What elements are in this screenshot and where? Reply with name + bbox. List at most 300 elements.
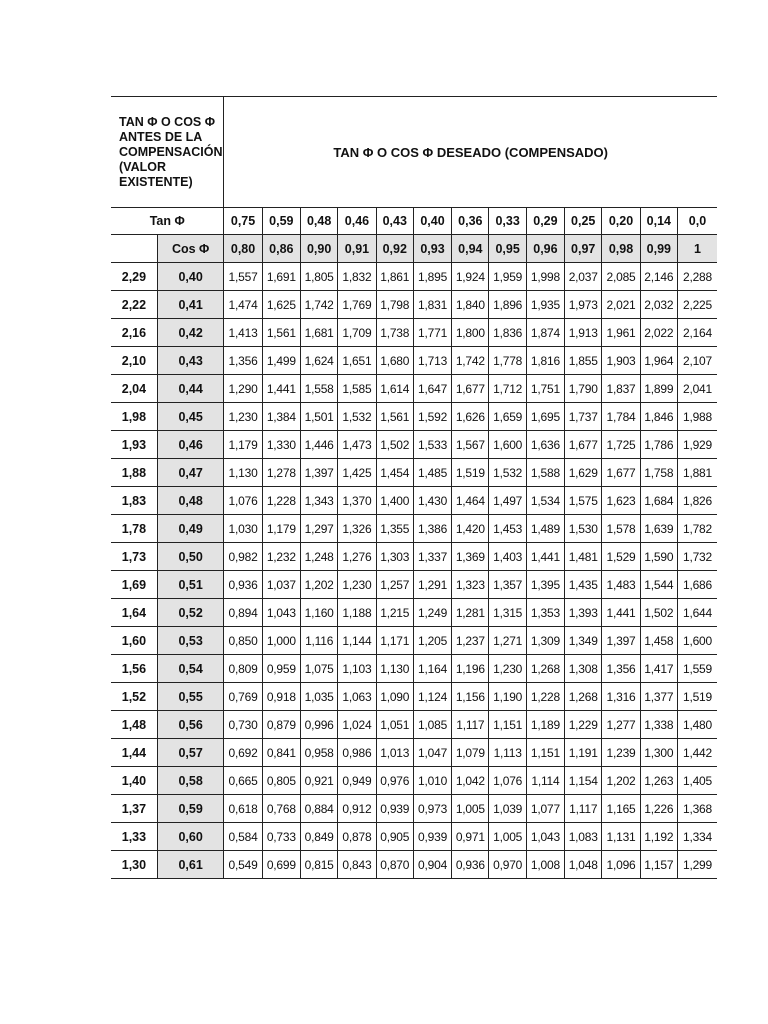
factor-cell: 1,561 [262, 319, 300, 347]
existing-tan-cell: 2,04 [111, 375, 157, 403]
factor-cell: 1,805 [301, 263, 338, 291]
factor-cell: 1,680 [376, 347, 413, 375]
tan-label: Tan Φ [111, 208, 224, 235]
target-cos-cell: 0,94 [452, 235, 489, 263]
existing-cos-cell: 0,55 [157, 683, 224, 711]
factor-cell: 1,268 [526, 655, 564, 683]
factor-cell: 1,561 [376, 403, 413, 431]
factor-cell: 1,903 [602, 347, 640, 375]
factor-cell: 1,191 [565, 739, 602, 767]
factor-cell: 1,230 [489, 655, 526, 683]
table-row [111, 711, 717, 739]
factor-cell: 1,588 [526, 459, 564, 487]
factor-cell: 1,202 [602, 767, 640, 795]
factor-cell: 1,239 [602, 739, 640, 767]
factor-cell: 1,196 [452, 655, 489, 683]
factor-cell: 1,832 [338, 263, 376, 291]
factor-cell: 1,501 [301, 403, 338, 431]
factor-cell: 1,079 [452, 739, 489, 767]
factor-cell: 1,005 [452, 795, 489, 823]
existing-tan-cell: 1,37 [111, 795, 157, 823]
existing-cos-cell: 0,51 [157, 571, 224, 599]
existing-cos-cell: 0,46 [157, 431, 224, 459]
factor-cell: 1,532 [489, 459, 526, 487]
header-left-line: COMPENSACIÓN [119, 144, 223, 159]
factor-cell: 0,912 [338, 795, 376, 823]
factor-cell: 1,959 [489, 263, 526, 291]
factor-cell: 1,454 [376, 459, 413, 487]
table-row [111, 655, 717, 683]
table-row [111, 487, 717, 515]
factor-cell: 1,837 [602, 375, 640, 403]
factor-cell: 1,790 [565, 375, 602, 403]
target-tan-cell: 0,29 [526, 208, 564, 235]
factor-cell: 1,131 [602, 823, 640, 851]
existing-cos-cell: 0,54 [157, 655, 224, 683]
table-row [111, 683, 717, 711]
factor-cell: 1,695 [526, 403, 564, 431]
factor-cell: 0,692 [224, 739, 262, 767]
factor-cell: 1,489 [526, 515, 564, 543]
factor-cell: 1,355 [376, 515, 413, 543]
target-cos-cell: 0,95 [489, 235, 526, 263]
factor-cell: 1,323 [452, 571, 489, 599]
factor-cell: 1,205 [413, 627, 451, 655]
factor-cell: 1,659 [489, 403, 526, 431]
factor-cell: 1,532 [338, 403, 376, 431]
existing-cos-cell: 0,56 [157, 711, 224, 739]
factor-cell: 1,481 [565, 543, 602, 571]
factor-cell: 1,831 [413, 291, 451, 319]
existing-tan-cell: 2,29 [111, 263, 157, 291]
factor-cell: 0,549 [224, 851, 262, 879]
factor-cell: 1,076 [489, 767, 526, 795]
header-left-line: EXISTENTE) [119, 174, 193, 189]
existing-tan-cell: 2,22 [111, 291, 157, 319]
factor-cell: 2,225 [677, 291, 717, 319]
factor-cell: 1,226 [640, 795, 677, 823]
factor-cell: 1,230 [224, 403, 262, 431]
factor-cell: 1,249 [413, 599, 451, 627]
factor-cell: 1,624 [301, 347, 338, 375]
factor-cell: 1,784 [602, 403, 640, 431]
factor-cell: 1,639 [640, 515, 677, 543]
factor-cell: 1,769 [338, 291, 376, 319]
factor-cell: 1,474 [224, 291, 262, 319]
existing-cos-cell: 0,57 [157, 739, 224, 767]
factor-cell: 1,430 [413, 487, 451, 515]
factor-cell: 1,435 [565, 571, 602, 599]
factor-cell: 0,996 [301, 711, 338, 739]
factor-cell: 1,353 [526, 599, 564, 627]
factor-cell: 1,330 [262, 431, 300, 459]
factor-cell: 1,343 [301, 487, 338, 515]
target-cos-cell: 0,92 [376, 235, 413, 263]
factor-cell: 1,712 [489, 375, 526, 403]
existing-tan-cell: 1,52 [111, 683, 157, 711]
factor-cell: 1,076 [224, 487, 262, 515]
factor-cell: 2,107 [677, 347, 717, 375]
factor-cell: 1,010 [413, 767, 451, 795]
table-row [111, 627, 717, 655]
factor-cell: 1,800 [452, 319, 489, 347]
factor-cell: 1,530 [565, 515, 602, 543]
factor-cell: 1,798 [376, 291, 413, 319]
cos-label: Cos Φ [157, 235, 224, 263]
existing-cos-cell: 0,53 [157, 627, 224, 655]
factor-cell: 1,164 [413, 655, 451, 683]
existing-tan-cell: 1,30 [111, 851, 157, 879]
existing-cos-cell: 0,52 [157, 599, 224, 627]
factor-cell: 1,257 [376, 571, 413, 599]
factor-cell: 1,497 [489, 487, 526, 515]
factor-cell: 1,085 [413, 711, 451, 739]
factor-cell: 1,397 [602, 627, 640, 655]
factor-cell: 1,189 [526, 711, 564, 739]
factor-cell: 1,758 [640, 459, 677, 487]
factor-cell: 1,502 [376, 431, 413, 459]
factor-cell: 0,769 [224, 683, 262, 711]
factor-cell: 2,164 [677, 319, 717, 347]
table-row [111, 767, 717, 795]
factor-cell: 0,805 [262, 767, 300, 795]
factor-cell: 1,117 [565, 795, 602, 823]
factor-cell: 1,534 [526, 487, 564, 515]
factor-cell: 2,146 [640, 263, 677, 291]
factor-cell: 1,334 [677, 823, 717, 851]
target-cos-row [111, 235, 717, 263]
factor-cell: 1,048 [565, 851, 602, 879]
factor-cell: 1,116 [301, 627, 338, 655]
factor-cell: 1,998 [526, 263, 564, 291]
factor-cell: 1,039 [489, 795, 526, 823]
factor-cell: 1,356 [224, 347, 262, 375]
factor-cell: 1,826 [677, 487, 717, 515]
factor-cell: 1,156 [452, 683, 489, 711]
table-row [111, 739, 717, 767]
factor-cell: 1,684 [640, 487, 677, 515]
existing-cos-cell: 0,47 [157, 459, 224, 487]
factor-cell: 1,263 [640, 767, 677, 795]
existing-cos-cell: 0,58 [157, 767, 224, 795]
existing-cos-cell: 0,41 [157, 291, 224, 319]
factor-cell: 1,836 [489, 319, 526, 347]
factor-cell: 1,861 [376, 263, 413, 291]
factor-cell: 1,215 [376, 599, 413, 627]
target-cos-cell: 0,90 [301, 235, 338, 263]
factor-cell: 1,063 [338, 683, 376, 711]
factor-cell: 1,043 [526, 823, 564, 851]
target-cos-cell: 0,80 [224, 235, 262, 263]
empty-cell [111, 235, 157, 263]
factor-cell: 1,042 [452, 767, 489, 795]
target-cos-cell: 0,93 [413, 235, 451, 263]
factor-cell: 1,499 [262, 347, 300, 375]
existing-cos-cell: 0,45 [157, 403, 224, 431]
target-tan-cell: 0,36 [452, 208, 489, 235]
table-row [111, 795, 717, 823]
factor-cell: 1,961 [602, 319, 640, 347]
table-row [111, 515, 717, 543]
factor-cell: 1,677 [565, 431, 602, 459]
factor-cell: 1,771 [413, 319, 451, 347]
existing-cos-cell: 0,59 [157, 795, 224, 823]
factor-cell: 1,453 [489, 515, 526, 543]
existing-tan-cell: 1,78 [111, 515, 157, 543]
factor-cell: 0,584 [224, 823, 262, 851]
existing-tan-cell: 1,44 [111, 739, 157, 767]
factor-cell: 1,725 [602, 431, 640, 459]
factor-cell: 1,192 [640, 823, 677, 851]
factor-cell: 1,144 [338, 627, 376, 655]
factor-cell: 1,964 [640, 347, 677, 375]
factor-cell: 1,778 [489, 347, 526, 375]
factor-cell: 1,441 [602, 599, 640, 627]
factor-cell: 1,096 [602, 851, 640, 879]
factor-cell: 1,047 [413, 739, 451, 767]
factor-cell: 1,232 [262, 543, 300, 571]
factor-cell: 1,751 [526, 375, 564, 403]
factor-cell: 0,939 [376, 795, 413, 823]
table-row [111, 319, 717, 347]
factor-cell: 1,442 [677, 739, 717, 767]
target-cos-cell: 0,86 [262, 235, 300, 263]
existing-tan-cell: 1,88 [111, 459, 157, 487]
factor-cell: 0,849 [301, 823, 338, 851]
factor-cell: 1,559 [677, 655, 717, 683]
factor-cell: 2,037 [565, 263, 602, 291]
factor-cell: 1,024 [338, 711, 376, 739]
factor-cell: 0,973 [413, 795, 451, 823]
header-left-line: (VALOR [119, 159, 166, 174]
factor-cell: 1,713 [413, 347, 451, 375]
factor-cell: 0,870 [376, 851, 413, 879]
factor-cell: 1,326 [338, 515, 376, 543]
factor-cell: 1,629 [565, 459, 602, 487]
factor-cell: 1,405 [677, 767, 717, 795]
factor-cell: 1,742 [452, 347, 489, 375]
factor-cell: 1,386 [413, 515, 451, 543]
existing-tan-cell: 2,10 [111, 347, 157, 375]
factor-cell: 1,446 [301, 431, 338, 459]
factor-cell: 0,878 [338, 823, 376, 851]
factor-cell: 1,855 [565, 347, 602, 375]
target-tan-cell: 0,59 [262, 208, 300, 235]
factor-cell: 1,130 [376, 655, 413, 683]
factor-cell: 1,349 [565, 627, 602, 655]
factor-cell: 0,921 [301, 767, 338, 795]
factor-cell: 1,277 [602, 711, 640, 739]
table-row [111, 431, 717, 459]
factor-cell: 1,369 [452, 543, 489, 571]
target-tan-cell: 0,20 [602, 208, 640, 235]
factor-cell: 1,271 [489, 627, 526, 655]
factor-cell: 1,480 [677, 711, 717, 739]
target-cos-cell: 1 [677, 235, 717, 263]
factor-cell: 1,420 [452, 515, 489, 543]
factor-cell: 1,846 [640, 403, 677, 431]
factor-cell: 1,377 [640, 683, 677, 711]
factor-cell: 1,464 [452, 487, 489, 515]
factor-cell: 1,297 [301, 515, 338, 543]
factor-cell: 1,644 [677, 599, 717, 627]
target-cos-cell: 0,96 [526, 235, 564, 263]
factor-cell: 0,959 [262, 655, 300, 683]
factor-cell: 1,742 [301, 291, 338, 319]
factor-cell: 2,041 [677, 375, 717, 403]
header-left-line: TAN Φ O COS Φ [119, 114, 215, 129]
factor-cell: 1,368 [677, 795, 717, 823]
factor-cell: 1,357 [489, 571, 526, 599]
existing-tan-cell: 1,69 [111, 571, 157, 599]
factor-cell: 0,850 [224, 627, 262, 655]
factor-cell: 1,529 [602, 543, 640, 571]
header-desired-title: TAN Φ O COS Φ DESEADO (COMPENSADO) [224, 97, 717, 208]
factor-cell: 0,970 [489, 851, 526, 879]
table-row [111, 291, 717, 319]
factor-cell: 1,384 [262, 403, 300, 431]
factor-cell: 1,575 [565, 487, 602, 515]
factor-cell: 0,843 [338, 851, 376, 879]
factor-cell: 1,160 [301, 599, 338, 627]
existing-cos-cell: 0,49 [157, 515, 224, 543]
existing-tan-cell: 1,64 [111, 599, 157, 627]
factor-cell: 1,786 [640, 431, 677, 459]
factor-cell: 0,905 [376, 823, 413, 851]
factor-cell: 1,228 [526, 683, 564, 711]
factor-cell: 1,202 [301, 571, 338, 599]
factor-cell: 1,592 [413, 403, 451, 431]
factor-cell: 1,924 [452, 263, 489, 291]
factor-cell: 1,393 [565, 599, 602, 627]
factor-cell: 1,578 [602, 515, 640, 543]
factor-cell: 1,709 [338, 319, 376, 347]
factor-cell: 1,103 [338, 655, 376, 683]
factor-cell: 0,815 [301, 851, 338, 879]
factor-cell: 1,237 [452, 627, 489, 655]
factor-cell: 1,300 [640, 739, 677, 767]
factor-cell: 1,124 [413, 683, 451, 711]
factor-cell: 2,032 [640, 291, 677, 319]
factor-cell: 1,370 [338, 487, 376, 515]
factor-cell: 0,949 [338, 767, 376, 795]
target-cos-cell: 0,97 [565, 235, 602, 263]
table-row [111, 599, 717, 627]
table-row [111, 347, 717, 375]
factor-cell: 1,677 [452, 375, 489, 403]
table-row [111, 375, 717, 403]
table-row [111, 823, 717, 851]
factor-cell: 0,809 [224, 655, 262, 683]
target-tan-cell: 0,14 [640, 208, 677, 235]
factor-cell: 1,625 [262, 291, 300, 319]
factor-cell: 1,896 [489, 291, 526, 319]
factor-cell: 1,013 [376, 739, 413, 767]
factor-cell: 1,157 [640, 851, 677, 879]
factor-cell: 1,043 [262, 599, 300, 627]
factor-cell: 1,248 [301, 543, 338, 571]
factor-cell: 1,151 [526, 739, 564, 767]
factor-cell: 1,691 [262, 263, 300, 291]
factor-cell: 1,030 [224, 515, 262, 543]
existing-cos-cell: 0,40 [157, 263, 224, 291]
factor-cell: 2,288 [677, 263, 717, 291]
factor-cell: 1,229 [565, 711, 602, 739]
factor-cell: 1,037 [262, 571, 300, 599]
existing-tan-cell: 1,60 [111, 627, 157, 655]
factor-cell: 1,291 [413, 571, 451, 599]
factor-cell: 1,356 [602, 655, 640, 683]
factor-cell: 1,075 [301, 655, 338, 683]
power-factor-table [111, 96, 717, 879]
factor-cell: 1,600 [489, 431, 526, 459]
factor-cell: 1,913 [565, 319, 602, 347]
factor-cell: 1,458 [640, 627, 677, 655]
factor-cell: 0,936 [452, 851, 489, 879]
factor-cell: 1,403 [489, 543, 526, 571]
factor-cell: 1,519 [677, 683, 717, 711]
factor-cell: 2,085 [602, 263, 640, 291]
factor-cell: 1,278 [262, 459, 300, 487]
target-tan-cell: 0,33 [489, 208, 526, 235]
existing-tan-cell: 1,93 [111, 431, 157, 459]
factor-cell: 1,276 [338, 543, 376, 571]
factor-cell: 1,035 [301, 683, 338, 711]
factor-cell: 1,316 [602, 683, 640, 711]
factor-cell: 0,904 [413, 851, 451, 879]
factor-cell: 1,151 [489, 711, 526, 739]
factor-cell: 0,768 [262, 795, 300, 823]
table-row [111, 851, 717, 879]
factor-cell: 1,083 [565, 823, 602, 851]
factor-cell: 1,651 [338, 347, 376, 375]
target-tan-row [111, 208, 717, 235]
factor-cell: 1,171 [376, 627, 413, 655]
factor-cell: 1,732 [677, 543, 717, 571]
factor-cell: 1,051 [376, 711, 413, 739]
factor-cell: 0,894 [224, 599, 262, 627]
existing-cos-cell: 0,44 [157, 375, 224, 403]
factor-cell: 0,841 [262, 739, 300, 767]
factor-cell: 1,840 [452, 291, 489, 319]
existing-cos-cell: 0,50 [157, 543, 224, 571]
factor-cell: 0,976 [376, 767, 413, 795]
factor-cell: 1,738 [376, 319, 413, 347]
factor-cell: 0,918 [262, 683, 300, 711]
factor-cell: 0,618 [224, 795, 262, 823]
existing-cos-cell: 0,43 [157, 347, 224, 375]
target-tan-cell: 0,75 [224, 208, 262, 235]
factor-cell: 1,154 [565, 767, 602, 795]
factor-cell: 1,585 [338, 375, 376, 403]
factor-cell: 1,895 [413, 263, 451, 291]
factor-cell: 0,971 [452, 823, 489, 851]
factor-cell: 1,623 [602, 487, 640, 515]
factor-cell: 2,022 [640, 319, 677, 347]
factor-cell: 0,939 [413, 823, 451, 851]
factor-cell: 1,816 [526, 347, 564, 375]
factor-cell: 1,299 [677, 851, 717, 879]
factor-cell: 1,737 [565, 403, 602, 431]
factor-cell: 1,485 [413, 459, 451, 487]
factor-cell: 1,395 [526, 571, 564, 599]
factor-cell: 1,309 [526, 627, 564, 655]
target-tan-cell: 0,46 [338, 208, 376, 235]
factor-cell: 0,665 [224, 767, 262, 795]
factor-cell: 1,230 [338, 571, 376, 599]
factor-cell: 1,567 [452, 431, 489, 459]
factor-cell: 1,308 [565, 655, 602, 683]
